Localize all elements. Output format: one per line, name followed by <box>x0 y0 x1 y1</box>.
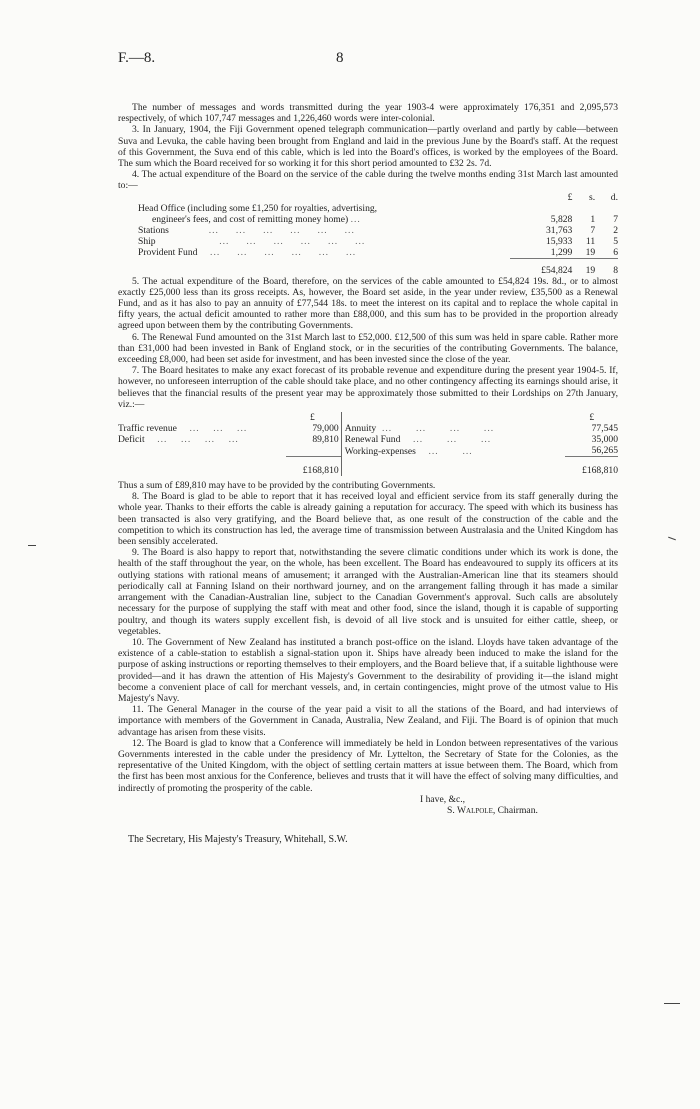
expenditure-total-row <box>138 258 618 276</box>
forecast-right-label: Annuity <box>344 423 377 435</box>
expenditure-total-shillings: 19 <box>572 258 595 276</box>
forecast-right-label: Working-expenses <box>344 445 416 457</box>
forecast-table <box>118 412 618 476</box>
report-body <box>118 102 618 845</box>
forecast-left-label: Traffic revenue <box>118 423 177 435</box>
paragraph-4: 4. The actual expenditure of the Board on the service of the cable during the twelve months ending 31st March last amounted to:— <box>118 169 618 192</box>
paragraph-sum: Thus a sum of £89,810 may have to be provided by the contributing Governments. <box>118 480 436 492</box>
signature-name: S. Walpole <box>447 804 493 816</box>
forecast-currency-row <box>118 412 618 423</box>
expenditure-pounds: 1,299 <box>550 246 573 258</box>
signature-title: , Chairman. <box>492 804 538 816</box>
paragraph-6: 6. The Renewal Fund amounted on the 31st March last to £52,000. £12,500 of this sum was held in spare cable. Rather more than £31,000 had been invested in Bank of England stock, or in the securities of the contributing Governments. The balance, exceeding £8,000, had been set aside for investment, and has been invested since the close of the year. <box>118 331 618 366</box>
expenditure-pence: 6 <box>613 246 618 258</box>
expenditure-header-row <box>138 192 618 203</box>
expenditure-row: engineer's fees, and cost of remitting money home) ... 5,828 1 7 <box>152 213 618 225</box>
expenditure-label: Head Office (including some £1,250 for royalties, advertising, <box>138 202 378 214</box>
forecast-left-total: £168,810 <box>286 457 341 477</box>
paragraph-7: 7. The Board hesitates to make any exact forecast of its probable revenue and expenditure during the present year 1904-5. If, however, no unforeseen interruption of the cable should take place, and no other contingency affecting its earnings should arise, it believes that the financial results of the present year may be approximately those submitted to their Lordships on 27th January, viz.:— <box>118 365 618 410</box>
paragraph-10: 10. The Government of New Zealand has instituted a branch post-office on the island. Lloyds have taken advantage of the existence of a cable-station to establish a signal-station upon it. Ships have already been induced to make the island for the purpose of asking instructions or reporting themselves to their employers, and the Board believe that, if a suitable lighthouse were provided—and it has drawn the attention of His Majesty's Government to the desirability of providing it—the island might become a convenient place of call for merchant vessels, and, in certain contingencies, might prove of the utmost value to His Majesty's Navy. <box>118 636 618 704</box>
expenditure-shillings: 11 <box>585 235 596 247</box>
expenditure-pounds: 31,763 <box>545 224 573 236</box>
forecast-total-row <box>118 457 618 477</box>
expenditure-table <box>138 192 618 276</box>
expenditure-total-pounds: £54,824 <box>510 258 572 276</box>
paragraph-12: 12. The Board is glad to know that a Conference will immediately be held in London between representatives of the various Governments interested in the cable under the presidency of Mr. Lyttelton, the Secretary of State for the Colonies, as the representative of the United Kingdom, with the object of settling certain matters at issue between them. The Board, which from the first has been most anxious for the Conference, believes and trusts that it will have the effect of solving many difficulties, and indirectly of promoting the prosperity of the cable. <box>118 737 618 794</box>
margin-mark <box>28 545 36 546</box>
expenditure-row <box>138 203 618 214</box>
pounds-header: £ <box>567 191 573 203</box>
forecast-left-amount: 89,810 <box>286 434 341 445</box>
expenditure-pounds: 15,933 <box>545 235 573 247</box>
margin-mark <box>668 537 676 541</box>
signature <box>447 805 538 816</box>
forecast-right-currency: £ <box>589 412 595 424</box>
forecast-right-amount: 77,545 <box>591 423 618 435</box>
forecast-right-total: £168,810 <box>565 457 618 477</box>
paragraph-3: 3. In January, 1904, the Fiji Government opened telegraph communication—partly overland and partly by cable—between Suva and Levuka, the cable having been brought from England and laid in the previous June by the Board's staff. At the request of this Government, the Suva end of this cable, which is led into the Board's offices, is worked by the employees of the Board. The sum which the Board received for so working it for this short period amounted to £32 2s. 7d. <box>118 124 618 170</box>
expenditure-shillings: 7 <box>590 224 596 236</box>
expenditure-row: Provident Fund ... ... ... ... ... ... 1,299 19 6 <box>138 246 618 259</box>
forecast-left-label: Deficit <box>118 434 145 446</box>
closing-block <box>118 794 618 830</box>
forecast-row: Working-expenses ... ... 56,265 <box>118 445 618 457</box>
expenditure-pounds: 5,828 <box>550 213 573 225</box>
document-reference: F.—8. <box>118 50 156 66</box>
forecast-left-currency: £ <box>286 412 341 423</box>
shillings-header: s. <box>589 191 596 203</box>
addressee: The Secretary, His Majesty's Treasury, Whitehall, S.W. <box>128 833 348 845</box>
paragraph-messages: The number of messages and words transmitted during the year 1903-4 were approximately 176,351 and 2,095,573 respectively, of which 107,747 messages and 1,226,460 words were inter-colonial. <box>118 102 618 125</box>
forecast-row: Deficit ... ... ... ... 89,810 Renewal Fund ... ... ... 35,000 <box>118 434 618 446</box>
paragraph-5: 5. The actual expenditure of the Board, therefore, on the services of the cable amounted to £54,824 19s. 8d., or to almost exactly £25,000 less than its gross receipts. As, however, the Board set aside, in the year under review, £35,500 as a Renewal Fund, and as it has also to pay an annuity of £77,544 18s. to meet the interest on its capital and to replace the whole capital in fifty years, the actual deficit amounted to rather more than £88,000, and this sum has to be provided in the proportion already agreed upon between them by the contributing Governments. <box>118 275 618 332</box>
closing-salutation: I have, &c., <box>420 793 466 805</box>
pence-header: d. <box>610 191 618 203</box>
forecast-right-amount: 56,265 <box>591 445 618 457</box>
expenditure-pence: 2 <box>613 224 618 236</box>
expenditure-row: Stations ... ... ... ... ... ... 31,763 7 2 <box>138 224 618 236</box>
forecast-row: Traffic revenue ... ... ... 79,000 Annuity ... ... ... ... 77,545 <box>118 423 618 435</box>
forecast-left-amount: 79,000 <box>286 423 341 434</box>
page-number: 8 <box>336 50 344 66</box>
paragraph-8: 8. The Board is glad to be able to report that it has received loyal and efficient service from its staff generally during the whole year. Thanks to their efforts the cable is already gaining a reputation for accuracy. The speed with which its business has been transacted is also very gratifying, and the Board believe that, as one result of the construction of the cable and the competition to which its construction has led, the average time of transmission between Australasia and the United Kingdom has been sensibly accelerated. <box>118 491 618 548</box>
expenditure-label: engineer's fees, and cost of remitting money home) <box>152 213 349 225</box>
margin-mark <box>664 1003 680 1004</box>
forecast-right-amount: 35,000 <box>591 434 618 446</box>
paragraph-11: 11. The General Manager in the course of the year paid a visit to all the stations of the Board, and had interviews of importance with members of the Government in Canada, Australia, New Zealand, and Fiji. The Board is of opinion that much advantage has arisen from these visits. <box>118 704 618 738</box>
expenditure-row: Ship ... ... ... ... ... ... 15,933 11 5 <box>138 235 618 247</box>
expenditure-label: Stations <box>138 224 169 236</box>
expenditure-label: Provident Fund <box>138 247 198 259</box>
page-header <box>118 50 618 70</box>
paragraph-9: 9. The Board is also happy to report that, notwithstanding the severe climatic conditions under which its work is done, the health of the staff throughout the year, on the whole, has been excellent. The Board has endeavoured to supply its officers at its outlying stations with rational means of amusement; it arranged with the Australian-American line that its steamers should periodically call at Fanning Island on their northward journey, and on the arrangement falling through it has made a similar arrangement with the Canadian-Australian line, subject to the Canadian Government's approval. Such calls are absolutely necessary for the purpose of supplying the staff with meat and other food, since the island, though it is capable of supporting poultry, and though its waters supply excellent fish, is devoid of all live stock and is unsuited for either cattle, sheep, or vegetables. <box>118 547 618 637</box>
expenditure-label: Ship <box>138 235 156 247</box>
expenditure-shillings: 19 <box>585 246 596 258</box>
expenditure-pence: 7 <box>613 213 618 225</box>
expenditure-pence: 5 <box>613 235 618 247</box>
forecast-right-label: Renewal Fund <box>344 434 401 446</box>
expenditure-total-pence: 8 <box>595 258 618 276</box>
expenditure-shillings: 1 <box>590 213 596 225</box>
